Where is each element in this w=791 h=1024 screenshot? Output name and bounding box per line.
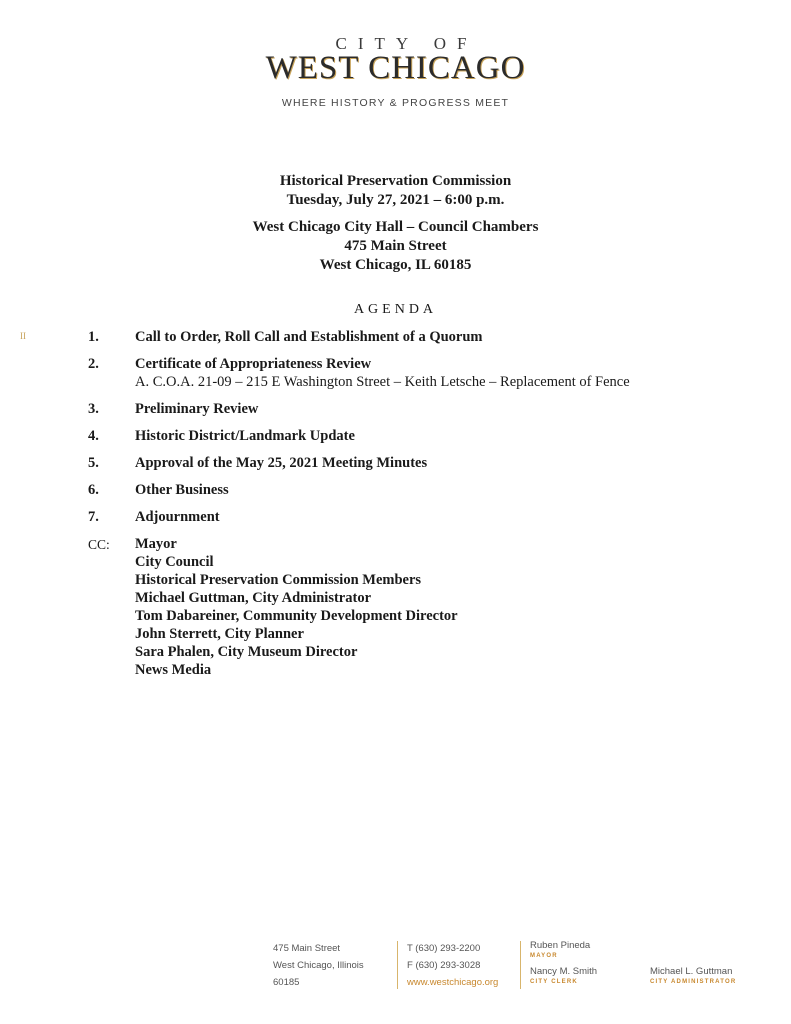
agenda-title: AGENDA — [353, 302, 438, 317]
meeting-city: West Chicago, IL 60185 — [319, 257, 472, 273]
footer-address-line: 60185 — [273, 977, 300, 988]
agenda-item-number: 5. — [88, 455, 99, 471]
cc-name: City Council — [135, 554, 214, 570]
footer-mayor-title: MAYOR — [530, 953, 558, 959]
commission-title: Historical Preservation Commission — [279, 173, 512, 189]
footer-clerk-title: CITY CLERK — [530, 979, 578, 985]
cc-name: Tom Dabareiner, Community Development Director — [135, 608, 458, 624]
agenda-item-label: Certificate of Appropriateness Review — [135, 356, 372, 372]
footer-admin-name: Michael L. Guttman — [650, 966, 733, 977]
footer-contact — [407, 940, 498, 991]
cc-name: Michael Guttman, City Administrator — [135, 590, 372, 606]
footer-phone: T (630) 293-2200 — [407, 943, 481, 954]
footer-website-link[interactable]: www.westchicago.org — [407, 977, 499, 988]
logo-tagline: WHERE HISTORY & PROGRESS MEET — [281, 97, 510, 109]
footer-clerk — [530, 966, 597, 986]
agenda-item-number: 7. — [88, 509, 99, 525]
meeting-datetime: Tuesday, July 27, 2021 – 6:00 p.m. — [286, 192, 505, 208]
agenda-item-label: Call to Order, Roll Call and Establishment of a Quorum — [135, 329, 483, 345]
footer-address — [273, 940, 364, 991]
footer-address-line: 475 Main Street — [273, 943, 341, 954]
cc-label: CC: — [88, 537, 110, 552]
agenda-item-number: 3. — [88, 401, 99, 417]
footer-address-line: West Chicago, Illinois — [273, 960, 364, 971]
agenda-subitem: A. C.O.A. 21-09 – 215 E Washington Street – Keith Letsche – Replacement of Fence — [135, 374, 630, 390]
cc-name: News Media — [135, 662, 212, 678]
agenda-item-label: Approval of the May 25, 2021 Meeting Minutes — [135, 455, 428, 471]
cc-name: Historical Preservation Commission Members — [135, 572, 422, 588]
agenda-item-number: 2. — [88, 356, 99, 372]
agenda-item-number: 6. — [88, 482, 99, 498]
footer-admin — [650, 966, 736, 986]
footer-admin-title: CITY ADMINISTRATOR — [650, 979, 737, 985]
cc-name: Sara Phalen, City Museum Director — [135, 644, 358, 660]
agenda-item-label: Historic District/Landmark Update — [135, 428, 355, 444]
agenda-item-label: Adjournment — [135, 509, 220, 525]
footer-mayor-name: Ruben Pineda — [530, 940, 591, 951]
cc-name: John Sterrett, City Planner — [135, 626, 304, 642]
cc-name: Mayor — [135, 536, 177, 552]
meeting-street: 475 Main Street — [344, 238, 447, 254]
footer-divider — [520, 941, 521, 989]
agenda-item-number: 4. — [88, 428, 99, 444]
footer-fax: F (630) 293-3028 — [407, 960, 481, 971]
logo-city-of: CITY OF — [335, 34, 478, 53]
margin-mark: II — [20, 331, 26, 341]
agenda-item-number: 1. — [88, 329, 99, 345]
logo-west-chicago: WEST CHICAGO — [265, 50, 526, 86]
footer-mayor — [530, 940, 590, 960]
agenda-item-label: Other Business — [135, 482, 229, 498]
meeting-venue: West Chicago City Hall – Council Chambers — [252, 219, 539, 235]
footer-divider — [397, 941, 398, 989]
agenda-item-label: Preliminary Review — [135, 401, 259, 417]
footer-clerk-name: Nancy M. Smith — [530, 966, 598, 977]
